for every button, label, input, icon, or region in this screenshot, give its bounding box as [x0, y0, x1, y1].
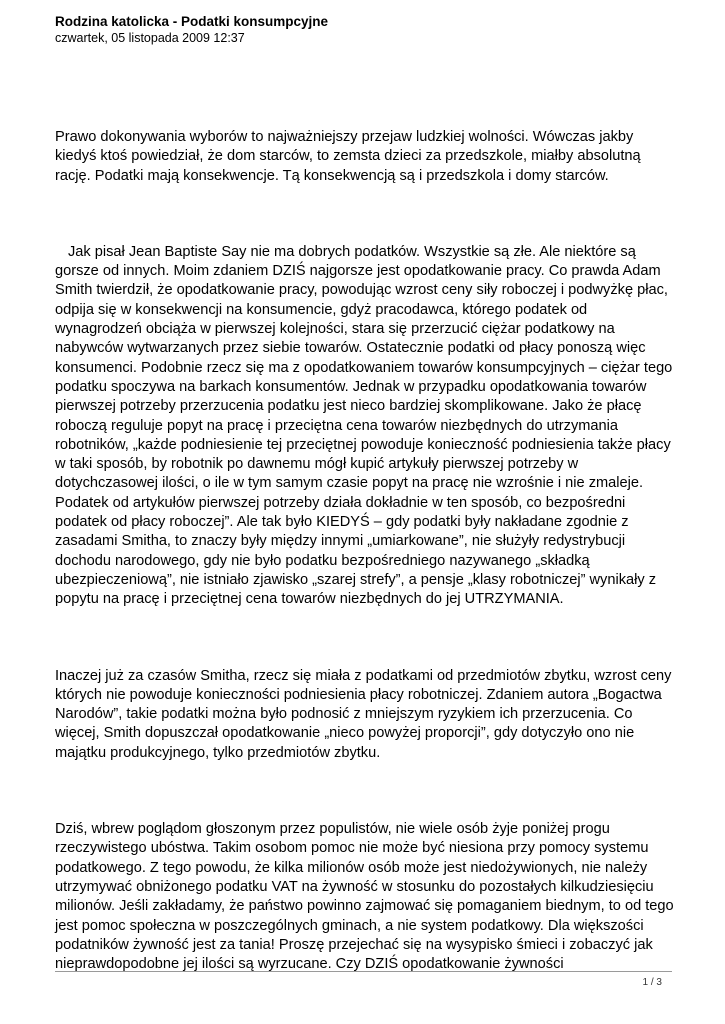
paragraph: Dziś, wbrew poglądom głoszonym przez populistów, nie wiele osób żyje poniżej progu rzeczywistego ubóstwa. Takim osobom pomoc nie może być niesiona przy pomocy systemu podatkowego. Z tego powodu, że kilka milionów osób może jest niedożywionych, nie należy utrzymywać obniżonego podatku VAT na żywność w stosunku do pozostałych kilkudziesięciu milionów. Jeśli zakładamy, że państwo powinno zajmować się pomaganiem biednym, to od tego jest pomoc społeczna w poszczególnych gminach, a nie system podatkowy. Dla większości podatników żywność jest za tania! Proszę przejechać się na wysypisko śmieci i zobaczyć jak nieprawdopodobne jej ilości są wyrzucane. Czy DZIŚ opodatkowanie żywności — [55, 821, 674, 973]
document-header — [55, 13, 675, 47]
paragraph: Prawo dokonywania wyborów to najważniejszy przejaw ludzkiej wolności. Wówczas jakby kiedyś ktoś powiedział, że dom starców, to zemsta dzieci za przedszkole, miałby absolutną rację. Podatki mają konsekwencje. Tą konsekwencją są i przedszkola i domy starców. — [55, 129, 641, 184]
article-title: Rodzina katolicka - Podatki konsumpcyjne — [55, 14, 329, 29]
page-number: 1 / 3 — [642, 977, 662, 988]
footer-divider — [55, 971, 672, 972]
article-date: czwartek, 05 listopada 2009 12:37 — [55, 31, 245, 45]
paragraph: Jak pisał Jean Baptiste Say nie ma dobrych podatków. Wszystkie są złe. Ale niektóre są gorsze od innych. Moim zdaniem DZIŚ najgorsze jest opodatkowanie pracy. Co prawda Adam Smith twierdził, że opodatkowanie pracy, powodując wzrost ceny siły roboczej i podwyżkę płac, odpija się w konsekwencji na konsumencie, gdyż pracodawca, którego podatek od wynagrodzeń obciąża w pierwszej kolejności, stara się przerzucić ciężar podatkowy na nabywców wytwarzanych przez siebie towarów. Ostatecznie podatki od płacy ponoszą więc konsumenci. Podobnie rzecz się ma z opodatkowaniem towarów konsumpcyjnych – ciężar tego podatku spoczywa na barkach konsumentów. Jednak w przypadku opodatkowania towarów pierwszej potrzeby przerzucenia podatku jest nieco bardziej skomplikowane. Jako że płacę roboczą reguluje popyt na pracę i przeciętna cena towarów niezbędnych do utrzymania robotników, „każde podniesienie tej przeciętnej powoduje konieczność podniesienia także płacy w taki sposób, by robotnik po dawnemu mógł kupić artykuły pierwszej potrzeby w dotychczasowej ilości, o ile w tym samym czasie popyt na pracę nie wzrośnie i nie zmaleje. Podatek od artykułów pierwszej potrzeby działa dokładnie w ten sposób, co bezpośredni podatek od płacy roboczej”. Ale tak było KIEDYŚ – gdy podatki były nakładane zgodnie z zasadami Smitha, to znaczy były między innymi „umiarkowane”, nie służyły redystrybucji dochodu narodowego, gdy nie było podatku bezpośredniego nazywanego „składką ubezpieczeniową”, nie istniało zjawisko „szarej strefy”, a pensje „klasy robotniczej” wynikały z popytu na pracę i przeciętnej cena towarów niezbędnych do jej UTRZYMANIA. — [55, 243, 673, 608]
article-body — [55, 128, 677, 974]
paragraph: Inaczej już za czasów Smitha, rzecz się miała z podatkami od przedmiotów zbytku, wzrost ceny których nie powoduje konieczności podniesienia płacy robotniczej. Zdaniem autora „Bogactwa Narodów”, takie podatki można było podnosić z mniejszym ryzykiem ich przerzucenia. Co więcej, Smith dopuszczał opodatkowanie „nieco powyżej proporcji”, gdy dotyczyło ono nie majątku produkcyjnego, tylko przedmiotów zbytku. — [55, 667, 672, 761]
